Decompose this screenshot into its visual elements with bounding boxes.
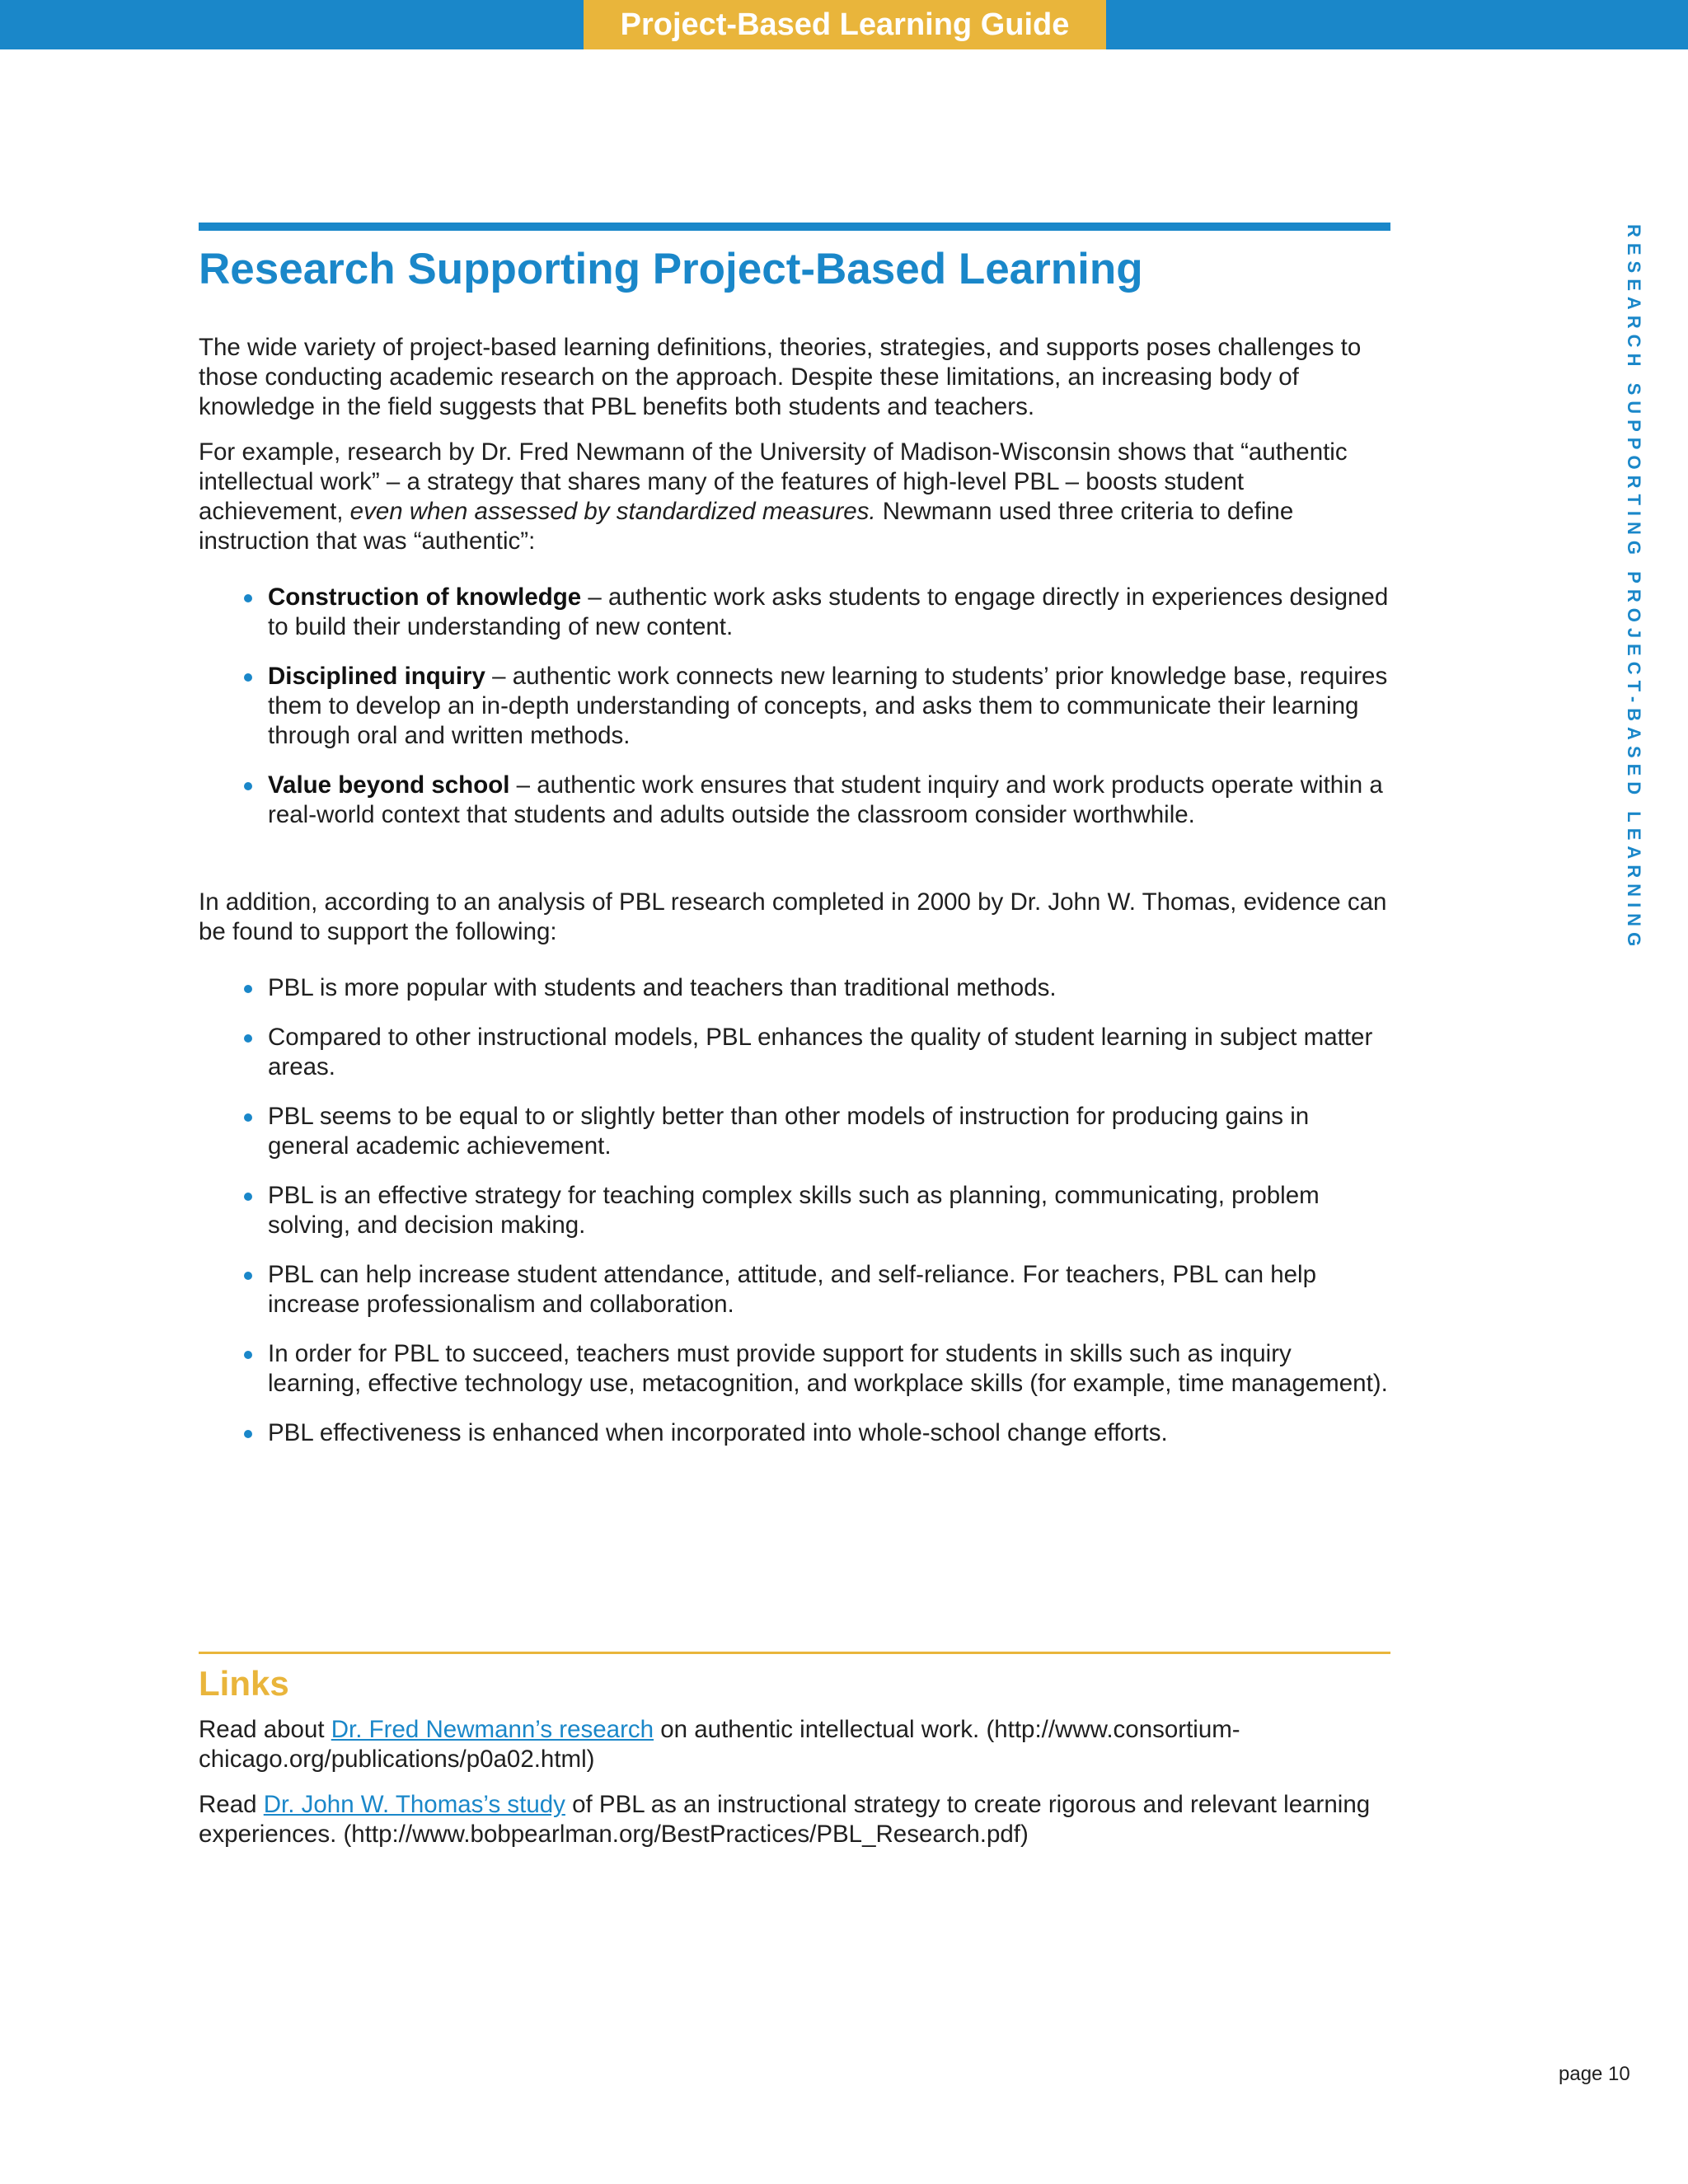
criterion-text: – authentic work connects new learning to students’ prior knowledge base, requires them to develop an in-depth understanding of concepts, and asks them to communicate their learning through oral and written methods. bbox=[268, 663, 1388, 749]
list-item: In order for PBL to succeed, teachers must provide support for students in skills such as inquiry learning, effective technology use, metacognition, and workplace skills (for example, time management). bbox=[268, 1339, 1390, 1399]
criterion-term: Construction of knowledge bbox=[268, 583, 582, 611]
link-text-post: of PBL as an instructional strategy to create rigorous and relevant learning experiences. (http://www.bobpearlman.org/BestPractices/PBL_Research.pdf) bbox=[199, 1791, 1371, 1848]
link-text-pre: Read bbox=[199, 1791, 264, 1818]
thomas-paragraph: In addition, according to an analysis of PBL research completed in 2000 by Dr. John W. Thomas, evidence can be found to support the following: bbox=[199, 888, 1387, 945]
list-item: PBL is an effective strategy for teaching complex skills such as planning, communicating, problem solving, and decision making. bbox=[268, 1181, 1390, 1240]
page-number: page 10 bbox=[1559, 2063, 1630, 2085]
main-content bbox=[199, 223, 1390, 1468]
links-section bbox=[199, 1652, 1390, 1849]
title-rule bbox=[199, 223, 1390, 231]
newmann-text-start: For example, research by Dr. Fred Newmann of the University of Madison-Wisconsin shows that “authentic intellectual work” – a strategy that shares many of the features of high-level PBL – boosts student achievement, bbox=[199, 438, 1348, 525]
thomas-study-link[interactable]: Dr. John W. Thomas’s study bbox=[263, 1791, 565, 1818]
link-paragraph-thomas bbox=[199, 1790, 1390, 1849]
page-title: Research Supporting Project-Based Learning bbox=[199, 245, 1143, 293]
list-item: PBL effectiveness is enhanced when incorporated into whole-school change efforts. bbox=[268, 1418, 1390, 1448]
list-item bbox=[268, 771, 1390, 830]
links-rule bbox=[199, 1652, 1390, 1654]
criteria-list bbox=[199, 583, 1390, 830]
list-item: PBL is more popular with students and teachers than traditional methods. bbox=[268, 973, 1390, 1003]
link-paragraph-newmann bbox=[199, 1715, 1390, 1774]
newmann-text-end: Newmann used three criteria to define instruction that was “authentic”: bbox=[199, 498, 1294, 555]
side-section-label: RESEARCH SUPPORTING PROJECT-BASED LEARNING bbox=[1624, 224, 1644, 953]
findings-list bbox=[199, 973, 1390, 1448]
newmann-paragraph bbox=[199, 438, 1390, 556]
guide-title-tab: Project-Based Learning Guide bbox=[584, 0, 1106, 49]
list-item: PBL can help increase student attendance, attitude, and self-reliance. For teachers, PBL can help increase professionalism and collaboration. bbox=[268, 1260, 1390, 1319]
criterion-text: – authentic work asks students to engage directly in experiences designed to build their understanding of new content. bbox=[268, 583, 1389, 640]
link-text-pre: Read about bbox=[199, 1716, 331, 1743]
criterion-term: Disciplined inquiry bbox=[268, 663, 485, 690]
newmann-research-link[interactable]: Dr. Fred Newmann’s research bbox=[331, 1716, 654, 1743]
link-text-post: on authentic intellectual work. (http://www.consortium-chicago.org/publications/p0a02.html) bbox=[199, 1716, 1240, 1773]
links-heading: Links bbox=[199, 1664, 289, 1703]
criterion-term: Value beyond school bbox=[268, 771, 510, 799]
list-item: Compared to other instructional models, PBL enhances the quality of student learning in subject matter areas. bbox=[268, 1023, 1390, 1082]
list-item bbox=[268, 662, 1390, 751]
criterion-text: – authentic work ensures that student inquiry and work products operate within a real-world context that students and adults outside the classroom consider worthwhile. bbox=[268, 771, 1383, 828]
list-item: PBL seems to be equal to or slightly better than other models of instruction for producing gains in general academic achievement. bbox=[268, 1102, 1390, 1161]
intro-paragraph: The wide variety of project-based learning definitions, theories, strategies, and supports poses challenges to those conducting academic research on the approach. Despite these limitations, an increasing body of knowledge in the field suggests that PBL benefits both students and teachers. bbox=[199, 334, 1362, 420]
newmann-text-italic: even when assessed by standardized measures. bbox=[349, 498, 876, 525]
list-item bbox=[268, 583, 1390, 642]
